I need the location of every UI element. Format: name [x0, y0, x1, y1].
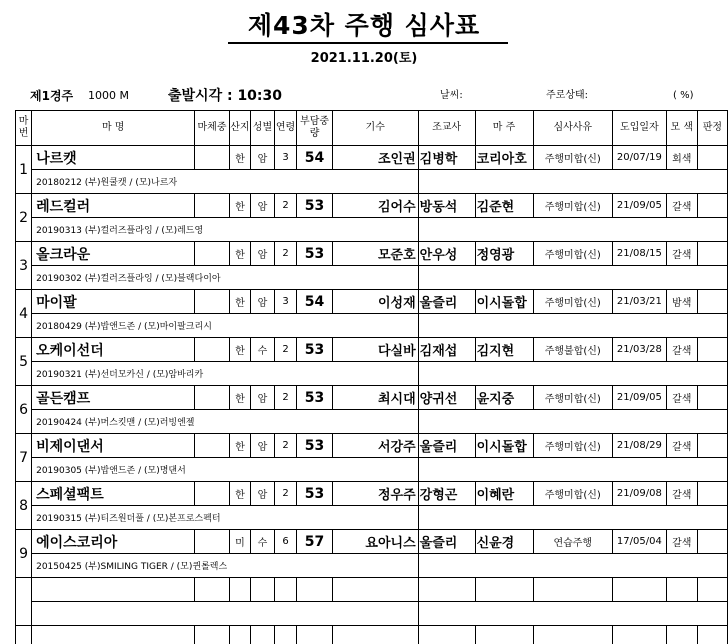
horse-color: 밤색: [666, 290, 697, 314]
horse-weight-cell: [195, 242, 229, 266]
horse-info-row: [16, 506, 728, 530]
horse-number: 2: [16, 194, 32, 242]
horse-verdict: [697, 434, 727, 458]
horse-origin: 한: [229, 338, 250, 362]
horse-number: 5: [16, 338, 32, 386]
empty-cell: [418, 626, 475, 644]
horse-name: 올크라운: [32, 242, 195, 266]
horse-reason: 주행미합(신): [533, 386, 612, 410]
horse-reason: 주행미합(신): [533, 146, 612, 170]
empty-cell: [32, 578, 195, 602]
empty-cell: [418, 578, 475, 602]
horse-owner: 윤지중: [475, 386, 533, 410]
horse-number: 9: [16, 530, 32, 578]
horse-info-row: [16, 266, 728, 290]
empty-cell: [332, 626, 418, 644]
track-percent: ( %): [673, 90, 694, 101]
horse-weight-cell: [195, 530, 229, 554]
horse-weight-cell: [195, 146, 229, 170]
empty-cell: [613, 626, 667, 644]
empty-cell: [533, 626, 612, 644]
horse-blank-cell: [418, 554, 727, 578]
horse-info-row: [16, 554, 728, 578]
horse-color: 갈색: [666, 194, 697, 218]
horse-sex: 암: [251, 482, 275, 506]
col-age: 연령: [274, 111, 297, 146]
horse-verdict: [697, 338, 727, 362]
horse-owner: 김지현: [475, 338, 533, 362]
horse-burden: 57: [297, 530, 332, 554]
horse-row: [16, 482, 728, 506]
horse-info-row: [16, 362, 728, 386]
col-reason: 심사사유: [533, 111, 612, 146]
horse-owner: 정영광: [475, 242, 533, 266]
col-owner: 마 주: [475, 111, 533, 146]
horse-number: 7: [16, 434, 32, 482]
horse-import-date: 21/09/05: [613, 386, 667, 410]
horse-trainer: 김병학: [418, 146, 475, 170]
horse-burden: 54: [297, 290, 332, 314]
empty-cell: [274, 578, 297, 602]
horse-owner: 신윤경: [475, 530, 533, 554]
col-verdict: 판정: [697, 111, 727, 146]
empty-cell: [195, 578, 229, 602]
horse-pedigree: 20190302 (부)컬러즈플라잉 / (모)블랙다이아: [32, 266, 419, 290]
horse-import-date: 17/05/04: [613, 530, 667, 554]
horse-origin: 한: [229, 386, 250, 410]
horse-number: 8: [16, 482, 32, 530]
horse-pedigree: 20190321 (부)선더모카신 / (모)암바리카: [32, 362, 419, 386]
horse-verdict: [697, 386, 727, 410]
horse-weight-cell: [195, 338, 229, 362]
horse-info-row: [16, 314, 728, 338]
empty-cell: [297, 578, 332, 602]
horse-name: 나르캣: [32, 146, 195, 170]
horse-row: [16, 146, 728, 170]
horse-color: 갈색: [666, 338, 697, 362]
start-time: 출발시각 : 10:30: [168, 88, 283, 104]
horse-import-date: 21/03/28: [613, 338, 667, 362]
horse-verdict: [697, 194, 727, 218]
horse-row: [16, 386, 728, 410]
horse-blank-cell: [418, 170, 727, 194]
horse-info-row: [16, 170, 728, 194]
horse-age: 3: [274, 290, 297, 314]
horse-blank-cell: [418, 218, 727, 242]
horse-blank-cell: [418, 266, 727, 290]
horse-weight-cell: [195, 290, 229, 314]
horse-origin: 한: [229, 290, 250, 314]
exam-table-container: [15, 110, 728, 644]
empty-cell: [418, 602, 727, 626]
horse-burden: 53: [297, 338, 332, 362]
horse-import-date: 20/07/19: [613, 146, 667, 170]
horse-sex: 암: [251, 290, 275, 314]
horse-number: 4: [16, 290, 32, 338]
horse-name: 비제이댄서: [32, 434, 195, 458]
horse-weight-cell: [195, 482, 229, 506]
horse-pedigree: 20180212 (부)원쿨캣 / (모)나르자: [32, 170, 419, 194]
horse-info-row: [16, 218, 728, 242]
horse-reason: 연습주행: [533, 530, 612, 554]
horse-info-row: [16, 458, 728, 482]
horse-burden: 53: [297, 482, 332, 506]
horse-reason: 주행미합(신): [533, 434, 612, 458]
horse-sex: 암: [251, 242, 275, 266]
horse-color: 갈색: [666, 482, 697, 506]
horse-origin: 한: [229, 194, 250, 218]
horse-trainer: 울즐리: [418, 530, 475, 554]
horse-origin: 한: [229, 482, 250, 506]
horse-age: 2: [274, 338, 297, 362]
horse-pedigree: 20180429 (부)밥앤드존 / (모)마이팔크리시: [32, 314, 419, 338]
empty-row: [16, 578, 728, 602]
horse-sex: 암: [251, 194, 275, 218]
horse-name: 마이팔: [32, 290, 195, 314]
horse-info-row: [16, 410, 728, 434]
track-condition-label: 주로상태:: [546, 90, 589, 101]
horse-name: 골든캠프: [32, 386, 195, 410]
horse-sex: 수: [251, 530, 275, 554]
horse-jockey: 조인권: [332, 146, 418, 170]
horse-reason: 주행미합(신): [533, 242, 612, 266]
title-underline: [228, 42, 508, 44]
horse-jockey: 요아니스: [332, 530, 418, 554]
horse-trainer: 양귀선: [418, 386, 475, 410]
empty-cell: [475, 626, 533, 644]
horse-pedigree: 20150425 (부)SMILING TIGER / (모)퀸롤렉스: [32, 554, 419, 578]
horse-name: 스페셜팩트: [32, 482, 195, 506]
horse-origin: 한: [229, 242, 250, 266]
col-trainer: 조교사: [418, 111, 475, 146]
horse-trainer: 안우성: [418, 242, 475, 266]
horse-jockey: 김어수: [332, 194, 418, 218]
horse-burden: 53: [297, 242, 332, 266]
col-jockey: 기수: [332, 111, 418, 146]
horse-name: 오케이선더: [32, 338, 195, 362]
page-title: 제43차 주행 심사표: [247, 11, 481, 40]
horse-origin: 한: [229, 146, 250, 170]
horse-jockey: 정우주: [332, 482, 418, 506]
horse-burden: 53: [297, 194, 332, 218]
empty-cell: [666, 626, 697, 644]
race-distance: 1000 M: [88, 89, 129, 102]
horse-age: 2: [274, 242, 297, 266]
horse-weight-cell: [195, 194, 229, 218]
horse-color: 회색: [666, 146, 697, 170]
horse-age: 2: [274, 482, 297, 506]
horse-row: [16, 434, 728, 458]
horse-verdict: [697, 530, 727, 554]
empty-cell: [274, 626, 297, 644]
col-no: 마번: [16, 111, 32, 146]
horse-pedigree: 20190424 (부)머스킷맨 / (모)러빙엔젤: [32, 410, 419, 434]
horse-origin: 미: [229, 530, 250, 554]
horse-sex: 암: [251, 386, 275, 410]
horse-import-date: 21/03/21: [613, 290, 667, 314]
horse-sex: 수: [251, 338, 275, 362]
horse-jockey: 모준호: [332, 242, 418, 266]
empty-cell: [613, 578, 667, 602]
horse-owner: 코리아호: [475, 146, 533, 170]
col-sex: 성별: [251, 111, 275, 146]
empty-cell: [229, 626, 250, 644]
horse-row: [16, 194, 728, 218]
race-date: 2021.11.20(토): [310, 51, 418, 66]
horse-number: 3: [16, 242, 32, 290]
horse-age: 3: [274, 146, 297, 170]
col-weight: 마체중: [195, 111, 229, 146]
empty-info-cell: [32, 602, 419, 626]
horse-pedigree: 20190305 (부)밥앤드존 / (모)명댄서: [32, 458, 419, 482]
horse-age: 2: [274, 194, 297, 218]
weather-label: 날씨:: [440, 90, 463, 101]
horse-jockey: 서강주: [332, 434, 418, 458]
horse-reason: 주행미합(신): [533, 290, 612, 314]
empty-cell: [697, 578, 727, 602]
horse-import-date: 21/08/15: [613, 242, 667, 266]
horse-reason: 주행미합(신): [533, 194, 612, 218]
horse-blank-cell: [418, 410, 727, 434]
horse-number: 1: [16, 146, 32, 194]
header-row: [16, 111, 728, 146]
empty-cell: [475, 578, 533, 602]
horse-color: 갈색: [666, 386, 697, 410]
empty-cell: [297, 626, 332, 644]
empty-row: [16, 626, 728, 644]
horse-age: 2: [274, 434, 297, 458]
horse-reason: 주행불합(신): [533, 338, 612, 362]
col-burden: 부담중량: [297, 111, 332, 146]
horse-blank-cell: [418, 458, 727, 482]
horse-burden: 53: [297, 434, 332, 458]
horse-name: 레드컬러: [32, 194, 195, 218]
col-origin: 산지: [229, 111, 250, 146]
horse-jockey: 다실바: [332, 338, 418, 362]
horse-owner: 김준현: [475, 194, 533, 218]
horse-blank-cell: [418, 506, 727, 530]
horse-age: 6: [274, 530, 297, 554]
horse-verdict: [697, 146, 727, 170]
horse-import-date: 21/09/05: [613, 194, 667, 218]
horse-color: 갈색: [666, 434, 697, 458]
horse-row: [16, 242, 728, 266]
horse-row: [16, 530, 728, 554]
exam-table: [15, 110, 728, 644]
horse-trainer: 김재섭: [418, 338, 475, 362]
horse-age: 2: [274, 386, 297, 410]
horse-weight-cell: [195, 434, 229, 458]
horse-sex: 암: [251, 434, 275, 458]
col-name: 마 명: [32, 111, 195, 146]
horse-owner: 이혜란: [475, 482, 533, 506]
horse-origin: 한: [229, 434, 250, 458]
horse-blank-cell: [418, 314, 727, 338]
empty-cell: [32, 626, 195, 644]
race-number: 제1경주: [30, 89, 74, 103]
horse-import-date: 21/09/08: [613, 482, 667, 506]
horse-trainer: 방동석: [418, 194, 475, 218]
horse-burden: 53: [297, 386, 332, 410]
horse-row: [16, 338, 728, 362]
horse-verdict: [697, 242, 727, 266]
horse-jockey: 최시대: [332, 386, 418, 410]
horse-trainer: 울즐리: [418, 434, 475, 458]
empty-cell: [533, 578, 612, 602]
empty-cell: [229, 578, 250, 602]
horse-pedigree: 20190315 (부)티즈원더풀 / (모)본프로스펙터: [32, 506, 419, 530]
horse-sex: 암: [251, 146, 275, 170]
horse-blank-cell: [418, 362, 727, 386]
horse-weight-cell: [195, 386, 229, 410]
col-color: 모 색: [666, 111, 697, 146]
horse-reason: 주행미합(신): [533, 482, 612, 506]
horse-import-date: 21/08/29: [613, 434, 667, 458]
horse-burden: 54: [297, 146, 332, 170]
empty-cell: [251, 578, 275, 602]
empty-cell: [195, 626, 229, 644]
horse-owner: 이시돌합: [475, 434, 533, 458]
horse-row: [16, 290, 728, 314]
horse-verdict: [697, 290, 727, 314]
horse-jockey: 이성재: [332, 290, 418, 314]
empty-info-row: [16, 602, 728, 626]
horse-trainer: 울즐리: [418, 290, 475, 314]
horse-verdict: [697, 482, 727, 506]
horse-color: 갈색: [666, 530, 697, 554]
horse-trainer: 강형곤: [418, 482, 475, 506]
empty-cell: [697, 626, 727, 644]
empty-number-cell: [16, 578, 32, 626]
empty-cell: [666, 578, 697, 602]
horse-number: 6: [16, 386, 32, 434]
col-import-date: 도입일자: [613, 111, 667, 146]
horse-color: 갈색: [666, 242, 697, 266]
empty-cell: [251, 626, 275, 644]
horse-name: 에이스코리아: [32, 530, 195, 554]
horse-owner: 이시돌합: [475, 290, 533, 314]
empty-cell: [332, 578, 418, 602]
empty-number-cell: [16, 626, 32, 644]
horse-pedigree: 20190313 (부)컬러즈플라잉 / (모)레드영: [32, 218, 419, 242]
